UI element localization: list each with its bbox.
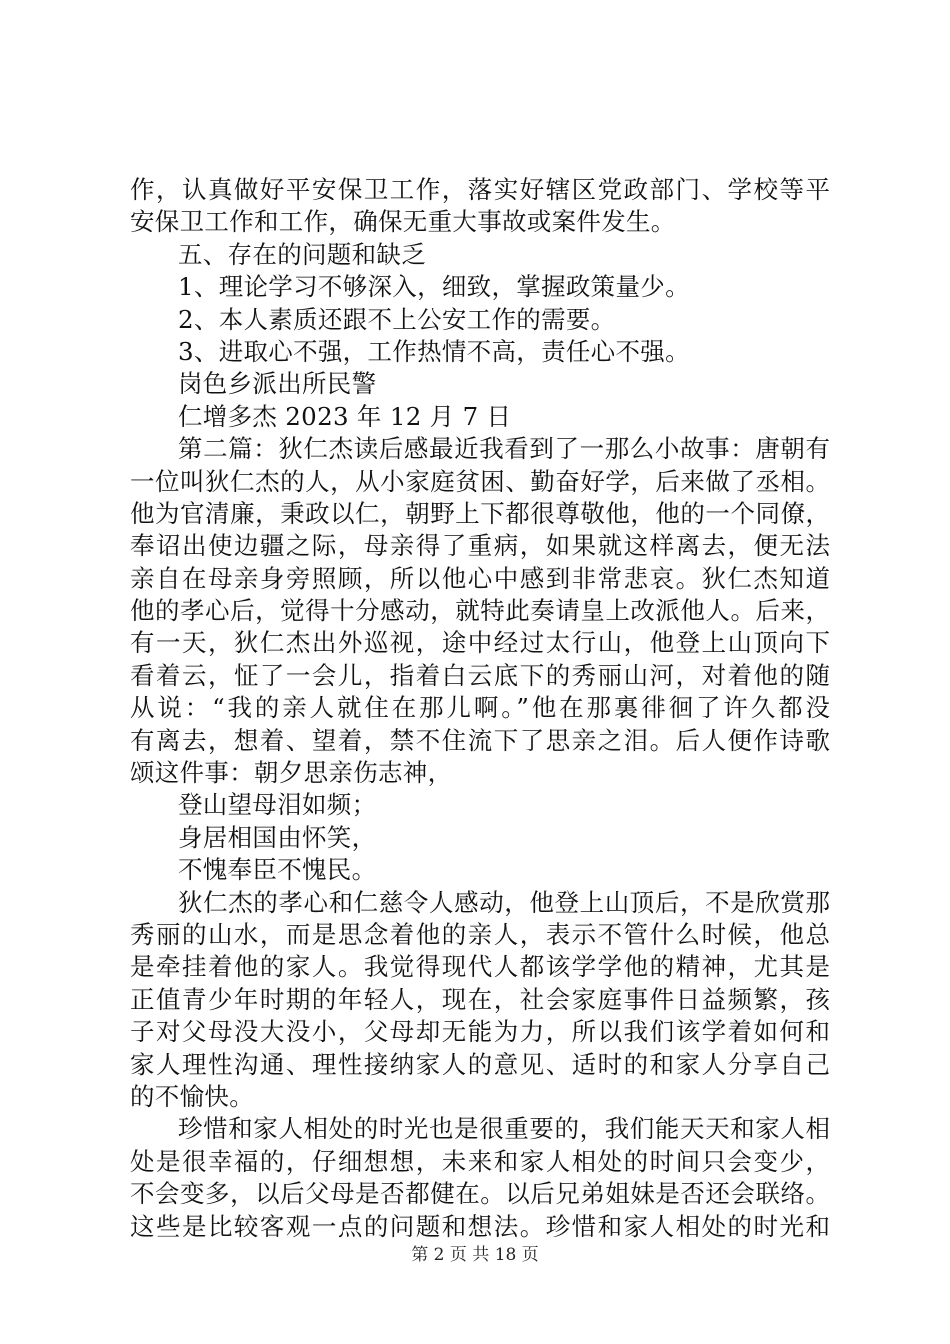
text-line: 他为官清廉，秉政以仁，朝野上下都很尊敬他，他的一个同僚， xyxy=(130,498,830,528)
section-heading: 五、存在的问题和缺乏 xyxy=(178,239,426,269)
text-line: 第二篇：狄仁杰读后感最近我看到了一那么小故事：唐朝有 xyxy=(178,434,830,464)
text-line: 是牵挂着他的家人。我觉得现代人都该学学他的精神，尤其是 xyxy=(130,952,830,982)
text-line: 从说：“我的亲人就住在那儿啊。”他在那裏徘徊了许久都没 xyxy=(130,693,830,723)
list-item: 2、本人素质还跟不上公安工作的需要。 xyxy=(178,304,616,334)
text-line: 处是很幸福的，仔细想想，未来和家人相处的时间只会变少， xyxy=(130,1146,830,1176)
signature-name-date: 仁增多杰 2023 年 12 月 7 日 xyxy=(178,401,512,431)
text-line: 正值青少年时期的年轻人，现在，社会家庭事件日益频繁，孩 xyxy=(130,984,830,1014)
text-line: 看着云，怔了一会儿，指着白云底下的秀丽山河，对着他的随 xyxy=(130,660,830,690)
text-line: 颂这件事：朝夕思亲伤志神， xyxy=(130,758,453,788)
poem-line: 不愧奉臣不愧民。 xyxy=(178,855,377,885)
signature-unit: 岗色乡派出所民警 xyxy=(178,369,377,399)
text-line: 一位叫狄仁杰的人，从小家庭贫困、勤奋好学，后来做了丞相。 xyxy=(130,466,830,496)
list-item: 1、理论学习不够深入，细致，掌握政策量少。 xyxy=(178,272,690,302)
text-line: 这些是比较客观一点的问题和想法。珍惜和家人相处的时光和 xyxy=(130,1211,830,1241)
text-line: 奉诏出使边疆之际，母亲得了重病，如果就这样离去，便无法 xyxy=(130,531,830,561)
text-line: 的不愉快。 xyxy=(130,1081,254,1111)
text-line: 家人理性沟通、理性接纳家人的意见、适时的和家人分享自己 xyxy=(130,1049,830,1079)
text-line: 他的孝心后，觉得十分感动，就特此奏请皇上改派他人。后来， xyxy=(130,596,830,626)
poem-line: 身居相国由怀笑， xyxy=(178,822,377,852)
text-line: 有一天，狄仁杰出外巡视，途中经过太行山，他登上山顶向下 xyxy=(130,628,830,658)
page-footer: 第 2 页 共 18 页 xyxy=(411,1245,539,1265)
list-item: 3、进取心不强，工作热情不高，责任心不强。 xyxy=(178,336,690,366)
document-body xyxy=(130,174,830,1243)
text-line: 秀丽的山水，而是思念着他的亲人，表示不管什么时候，他总 xyxy=(130,919,830,949)
text-line: 有离去，想着、望着，禁不住流下了思亲之泪。后人便作诗歌 xyxy=(130,725,830,755)
text-line: 不会变多，以后父母是否都健在。以后兄弟姐妹是否还会联络。 xyxy=(130,1179,830,1209)
text-line: 狄仁杰的孝心和仁慈令人感动，他登上山顶后，不是欣赏那 xyxy=(178,887,830,917)
text-line: 作，认真做好平安保卫工作，落实好辖区党政部门、学校等平 xyxy=(130,175,830,204)
text-line: 安保卫工作和工作，确保无重大事故或案件发生。 xyxy=(130,207,676,237)
text-line: 亲自在母亲身旁照顾，所以他心中感到非常悲哀。狄仁杰知道 xyxy=(130,563,830,593)
poem-line: 登山望母泪如频； xyxy=(178,790,377,820)
text-line: 子对父母没大没小，父母却无能为力，所以我们该学着如何和 xyxy=(130,1017,830,1047)
text-line: 珍惜和家人相处的时光也是很重要的，我们能天天和家人相 xyxy=(178,1114,830,1144)
